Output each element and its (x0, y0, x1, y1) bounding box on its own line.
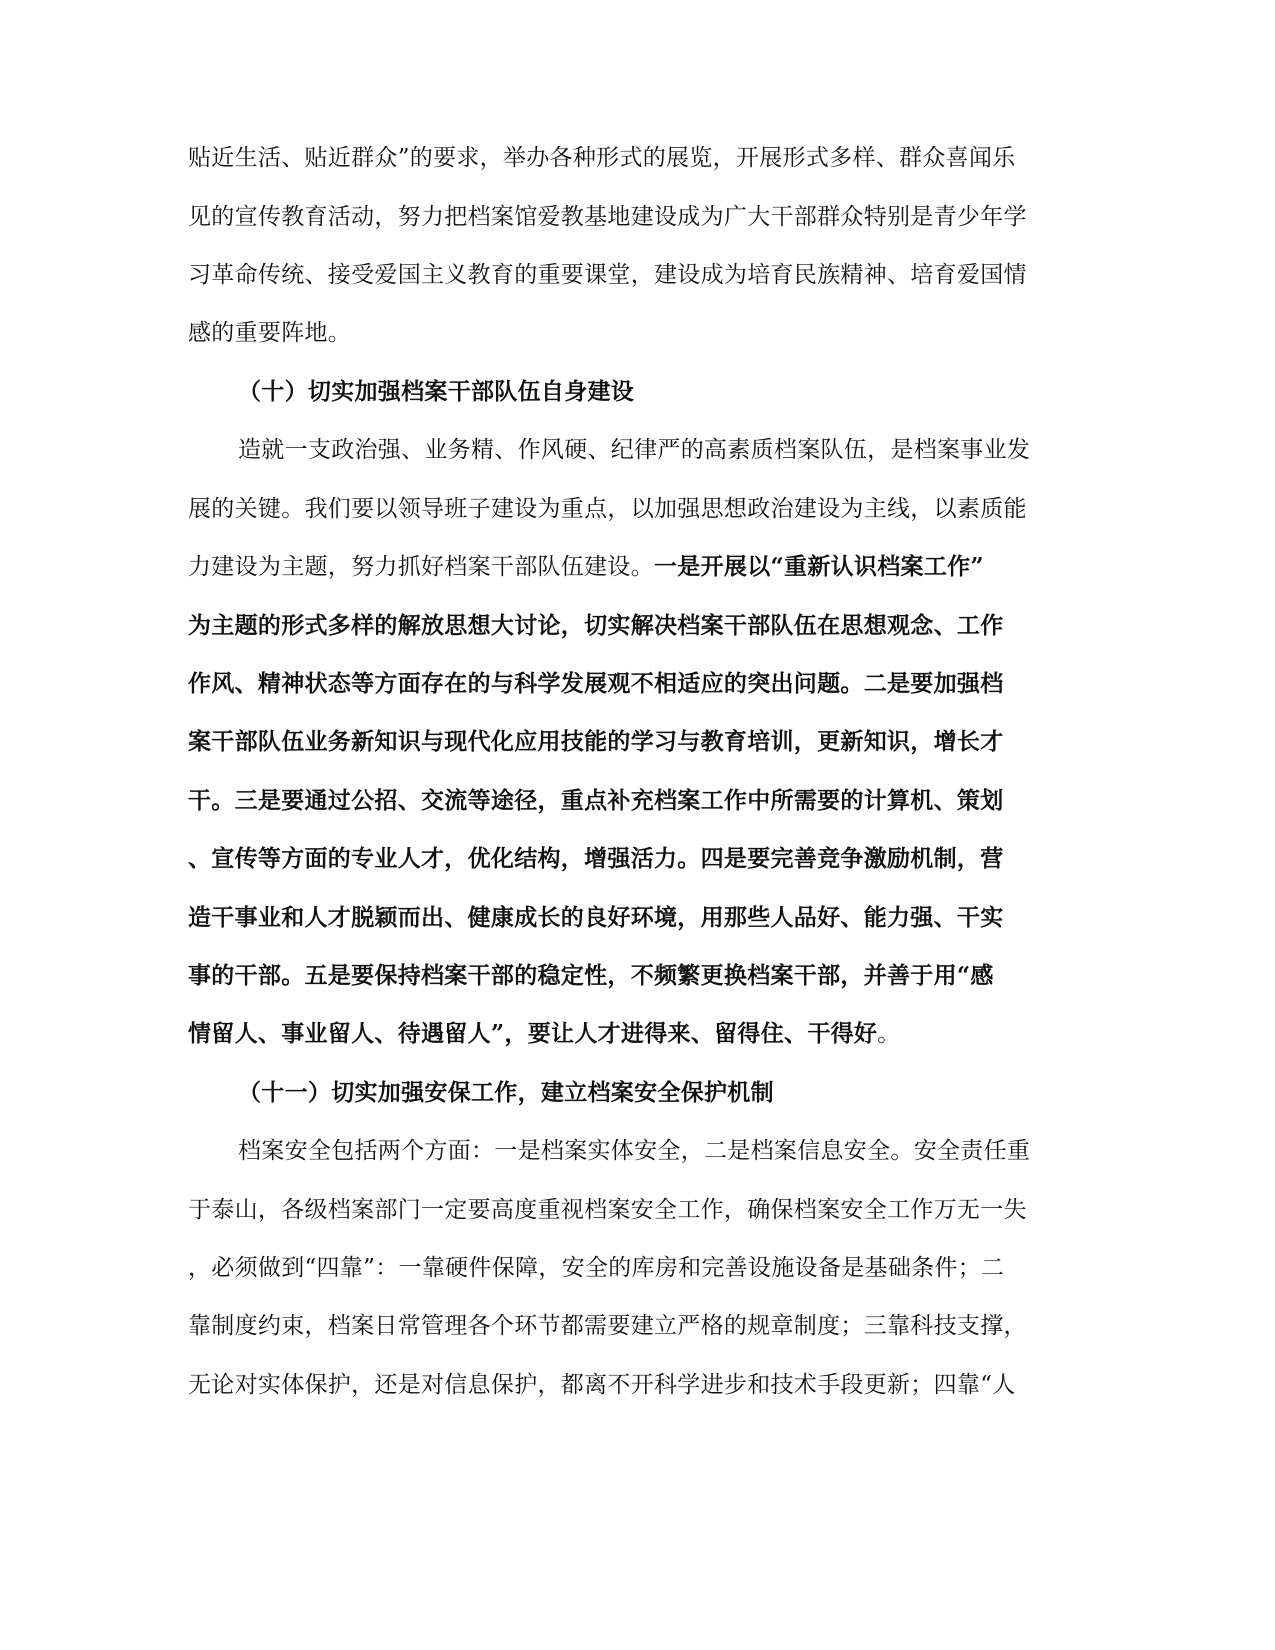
body-line: 贴近生活、贴近群众”的要求，举办各种形式的展览，开展形式多样、群众喜闻乐 (188, 145, 1016, 171)
body-line: 感的重要阵地。 (188, 320, 352, 346)
bold-line: 为主题的形式多样的解放思想大讨论，切实解决档案干部队伍在思想观念、工作 (188, 612, 1004, 639)
body-line: 展的关键。我们要以领导班子建设为重点，以加强思想政治建设为主线，以素质能 (188, 496, 1027, 522)
body-line (188, 1019, 1088, 1049)
bold-line: 干。三是要通过公招、交流等途径，重点补充档案工作中所需要的计算机、策划 (188, 787, 1004, 814)
bold-line: 案干部队伍业务新知识与现代化应用技能的学习与教育培训，更新知识，增长才 (188, 728, 1004, 755)
bold-text: 一是开展以“重新认识档案工作” (654, 553, 984, 580)
bold-text: 情留人、事业留人、待遇留人”，要让人才进得来、留得住、干得好 (188, 1020, 878, 1047)
body-line: 无论对实体保护，还是对信息保护，都离不开科学进步和技术手段更新；四靠“人 (188, 1372, 1016, 1398)
section-heading-11: （十一）切实加强安保工作，建立档案安全保护机制 (238, 1079, 774, 1106)
section-heading-10: （十）切实加强档案干部队伍自身建设 (238, 378, 635, 405)
body-line: 造就一支政治强、业务精、作风硬、纪律严的高素质档案队伍，是档案事业发 (238, 437, 1031, 463)
body-line: 靠制度约束，档案日常管理各个环节都需要建立严格的规章制度；三靠科技支撑， (188, 1313, 1027, 1339)
body-text: 力建设为主题，努力抓好档案干部队伍建设。 (188, 554, 654, 580)
bold-line: 作风、精神状态等方面存在的与科学发展观不相适应的突出问题。二是要加强档 (188, 670, 1004, 697)
body-line: 见的宣传教育活动，努力把档案馆爱教基地建设成为广大干部群众特别是青少年学 (188, 204, 1027, 230)
bold-line: 造干事业和人才脱颖而出、健康成长的良好环境，用那些人品好、能力强、干实 (188, 904, 1004, 931)
body-text: 。 (877, 1021, 901, 1047)
body-line: ，必须做到“四靠”：一靠硬件保障，安全的库房和完善设施设备是基础条件；二 (188, 1255, 1005, 1281)
body-line: 习革命传统、接受爱国主义教育的重要课堂，建设成为培育民族精神、培育爱国情 (188, 262, 1027, 288)
body-line: 于泰山，各级档案部门一定要高度重视档案安全工作，确保档案安全工作万无一失 (188, 1197, 1027, 1223)
body-line (188, 552, 1088, 582)
body-line: 档案安全包括两个方面：一是档案实体安全，二是档案信息安全。安全责任重 (238, 1138, 1031, 1164)
bold-line: 、宣传等方面的专业人才，优化结构，增强活力。四是要完善竞争激励机制，营 (188, 845, 1004, 872)
bold-line: 事的干部。五是要保持档案干部的稳定性，不频繁更换档案干部，并善于用“感 (188, 962, 994, 989)
